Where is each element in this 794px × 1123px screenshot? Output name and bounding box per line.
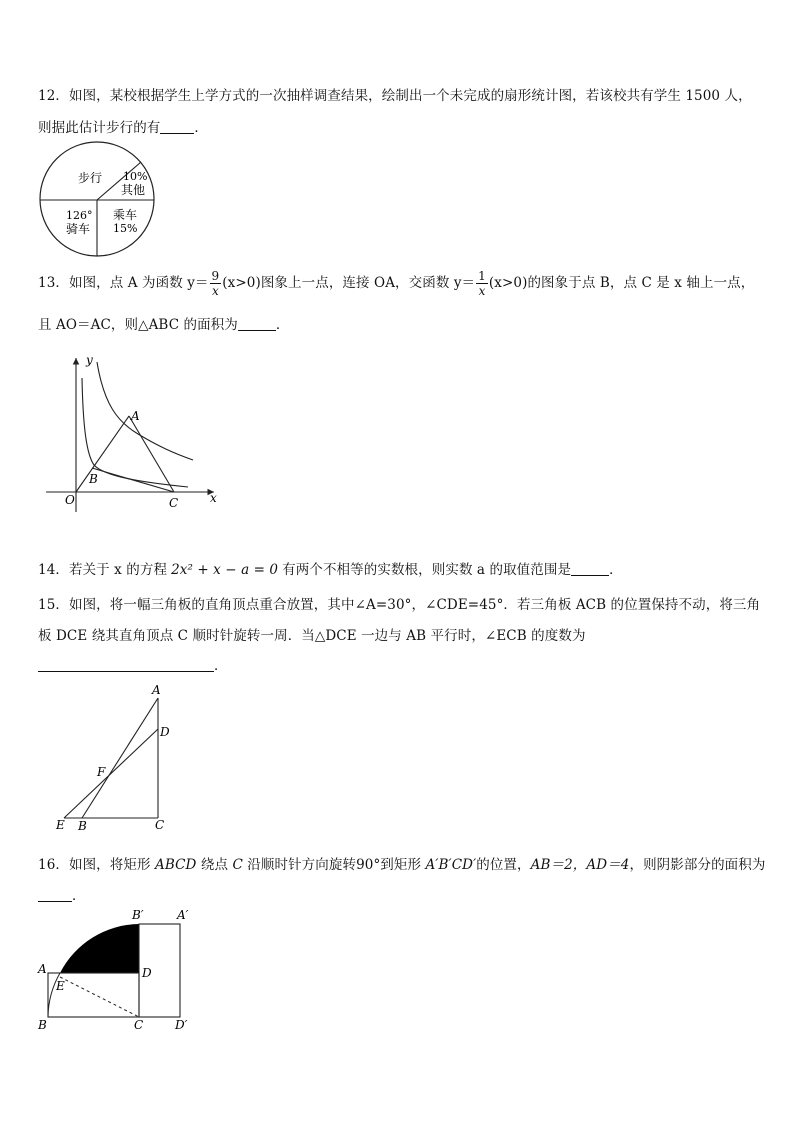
q16-point-c: C xyxy=(232,857,243,873)
q12-line2-text: 则据此估计步行的有 xyxy=(38,120,161,136)
shaded-region xyxy=(60,924,139,973)
label-A: A xyxy=(38,962,47,976)
frac2-denominator: x xyxy=(478,284,486,298)
label-O: O xyxy=(65,493,75,507)
q13-mid1: (x>0)图象上一点，连接 OA，交函数 y＝ xyxy=(222,275,476,291)
answer-blank xyxy=(571,562,609,576)
q13-prefix: 13．如图，点 A 为函数 y＝ xyxy=(38,275,209,291)
q15-line2: 板 DCE 绕其直角顶点 C 顺时针旋转一周．当△DCE 一边与 AB 平行时，∠ECB 的度数为 xyxy=(38,628,586,644)
segment-OA xyxy=(76,416,129,492)
label-D: D xyxy=(142,966,152,980)
q16-t1: 绕点 xyxy=(196,857,233,873)
q14-prefix: 14．若关于 x 的方程 xyxy=(38,562,168,578)
pie-label-other: 其他 xyxy=(121,183,146,197)
q15-triangle-figure xyxy=(50,682,180,837)
frac1-numerator: 9 xyxy=(211,269,220,283)
q12-line2-end: ． xyxy=(194,120,209,136)
pie-label-walk: 步行 xyxy=(78,171,103,185)
q13-function-graph xyxy=(38,350,223,515)
label-D: D xyxy=(160,725,170,739)
side-ED xyxy=(64,729,158,818)
q16-rect-abcd: ABCD xyxy=(154,857,197,873)
q12-line1: 12．如图，某校根据学生上学方式的一次抽样调查结果，绘制出一个未完成的扇形统计图，若该校共有学生 1500 人， xyxy=(38,88,752,104)
label-B-prime: B′ xyxy=(132,908,144,922)
label-x: x xyxy=(210,491,217,505)
curve-9-over-x xyxy=(97,362,193,460)
q16-line2 xyxy=(38,884,86,904)
q13-line2 xyxy=(38,313,290,333)
label-A: A xyxy=(152,683,161,697)
frac2-numerator: 1 xyxy=(478,269,486,283)
q14-suffix: 有两个不相等的实数根，则实数 a 的取值范围是 xyxy=(282,562,572,578)
q14-equation: 2x² + x − a = 0 xyxy=(171,562,279,578)
pie-label-other-pct: 10% xyxy=(123,170,148,183)
pie-label-bike: 骑车 xyxy=(66,222,91,236)
q16-line2-end: ． xyxy=(72,888,86,904)
pie-label-bus: 乘车 xyxy=(113,208,138,222)
answer-blank xyxy=(38,888,72,902)
q16-t3: 的位置， xyxy=(476,857,531,873)
label-E: E xyxy=(56,979,65,993)
q13-line2-text: 且 AO＝AC，则△ABC 的面积为 xyxy=(38,317,238,333)
fraction-1-over-x xyxy=(476,269,488,298)
q16-prefix: 16．如图，将矩形 xyxy=(38,857,155,873)
label-F: F xyxy=(97,765,106,779)
q13-line2-end: ． xyxy=(275,317,290,333)
dashed-EC xyxy=(60,977,139,1017)
pie-label-bike-angle: 126° xyxy=(66,209,93,222)
label-B: B xyxy=(78,819,87,833)
pie-label-bus-pct: 15% xyxy=(113,222,138,235)
q15-line3-end: ． xyxy=(214,658,228,674)
q16-t4: ，则阴影部分的面积为 xyxy=(629,857,766,873)
answer-blank xyxy=(160,120,194,134)
fraction-9-over-x xyxy=(210,269,222,298)
q15-line1: 15．如图，将一幅三角板的直角顶点重合放置，其中∠A=30°，∠CDE=45°．若三角板 ACB 的位置保持不动，将三角 xyxy=(38,597,761,613)
q12-line2 xyxy=(38,116,208,136)
answer-blank xyxy=(38,658,214,672)
label-C: C xyxy=(155,818,165,832)
q16-rect-abcd-prime: A′B′CD′ xyxy=(425,857,477,873)
label-C: C xyxy=(134,1018,144,1032)
label-E: E xyxy=(56,818,65,832)
q14-end: ． xyxy=(609,562,623,578)
q16-rectangle-figure xyxy=(34,905,204,1035)
label-A: A xyxy=(131,409,140,423)
label-A-prime: A′ xyxy=(177,908,189,922)
q13-line1 xyxy=(38,266,754,300)
label-C: C xyxy=(169,496,179,510)
q13-mid2: (x>0)的图象于点 B，点 C 是 x 轴上一点， xyxy=(488,275,755,291)
q12-pie-chart xyxy=(38,140,160,258)
q16-t2: 沿顺时针方向旋转90°到矩形 xyxy=(242,857,426,873)
q16-line1 xyxy=(38,853,765,873)
label-B: B xyxy=(89,472,98,486)
label-B: B xyxy=(38,1018,47,1032)
label-y: y xyxy=(86,353,93,367)
q16-condition: AB＝2，AD＝4 xyxy=(530,857,630,873)
side-AB xyxy=(82,698,158,818)
q14-line xyxy=(38,558,623,578)
q15-line3 xyxy=(38,654,228,674)
answer-blank xyxy=(238,317,276,331)
label-D-prime: D′ xyxy=(175,1018,188,1032)
frac1-denominator: x xyxy=(211,284,219,298)
